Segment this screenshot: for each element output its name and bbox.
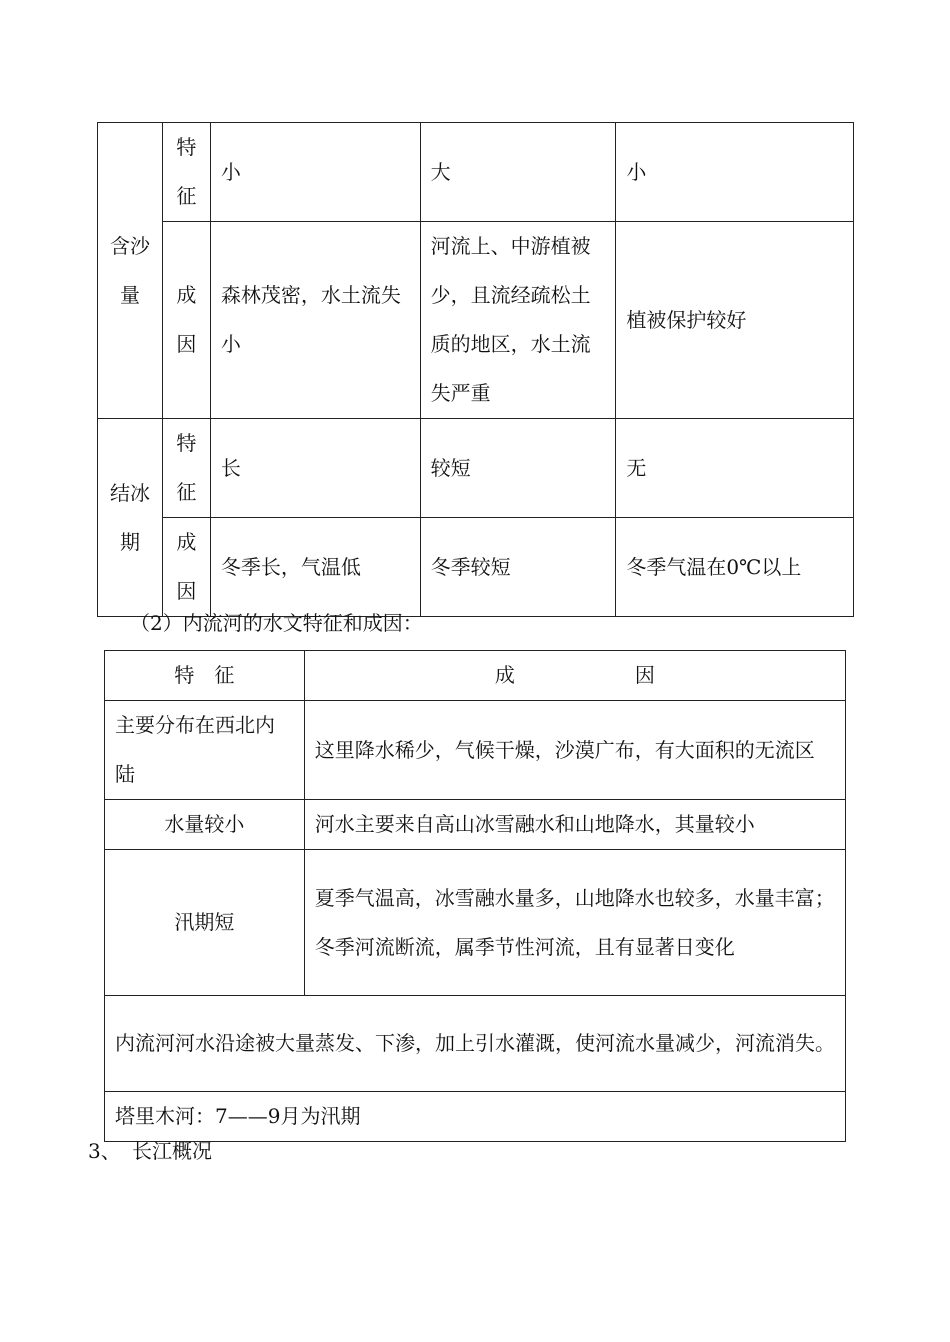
table-row <box>98 518 854 617</box>
table-header-row <box>105 651 846 701</box>
table-cell: 较短 <box>420 419 616 518</box>
table-cell: 长 <box>210 419 420 518</box>
sub-label-cause: 成因 <box>162 222 210 419</box>
section-title: 长江概况 <box>132 1139 212 1163</box>
table-cell: 冬季长，气温低 <box>210 518 420 617</box>
table-cell: 大 <box>420 123 616 222</box>
note-cell: 内流河河水沿途被大量蒸发、下渗，加上引水灌溉，使河流水量减少，河流消失。 <box>105 996 846 1092</box>
section-heading-inland-river: （2）内流河的水文特征和成因： <box>130 611 423 635</box>
table-cell: 森林茂密，水土流失小 <box>210 222 420 419</box>
table-row <box>98 222 854 419</box>
cause-cell: 夏季气温高，冰雪融水量多，山地降水也较多，水量丰富；冬季河流断流，属季节性河流，且有显著日变化 <box>304 850 845 996</box>
river-comparison-table <box>97 122 854 617</box>
header-cause: 成 因 <box>304 651 845 701</box>
category-freeze: 结冰期 <box>98 419 163 617</box>
table-row <box>105 701 846 800</box>
table-cell: 小 <box>210 123 420 222</box>
feature-cell: 主要分布在西北内陆 <box>105 701 305 800</box>
section-3-heading <box>88 1136 212 1166</box>
table-row <box>98 419 854 518</box>
note-cell: 塔里木河：7——9月为汛期 <box>105 1092 846 1142</box>
cause-cell: 河水主要来自高山冰雪融水和山地降水，其量较小 <box>304 800 845 850</box>
table-row <box>98 123 854 222</box>
feature-cell: 汛期短 <box>105 850 305 996</box>
sub-label-feature: 特征 <box>162 419 210 518</box>
header-feature: 特 征 <box>105 651 305 701</box>
table-cell: 冬季较短 <box>420 518 616 617</box>
table-row <box>105 850 846 996</box>
feature-cell: 水量较小 <box>105 800 305 850</box>
category-sediment: 含沙量 <box>98 123 163 419</box>
inland-river-table <box>104 650 846 1142</box>
table-cell: 无 <box>616 419 854 518</box>
table-cell: 植被保护较好 <box>616 222 854 419</box>
table-row <box>105 800 846 850</box>
sub-label-feature: 特征 <box>162 123 210 222</box>
table-row <box>105 996 846 1092</box>
table-cell: 冬季气温在0℃以上 <box>616 518 854 617</box>
sub-label-cause: 成因 <box>162 518 210 617</box>
table-cell: 小 <box>616 123 854 222</box>
cause-cell: 这里降水稀少，气候干燥，沙漠广布，有大面积的无流区 <box>304 701 845 800</box>
table-row <box>105 1092 846 1142</box>
table-cell: 河流上、中游植被少，且流经疏松土质的地区，水土流失严重 <box>420 222 616 419</box>
section-number: 3、 <box>88 1139 121 1163</box>
